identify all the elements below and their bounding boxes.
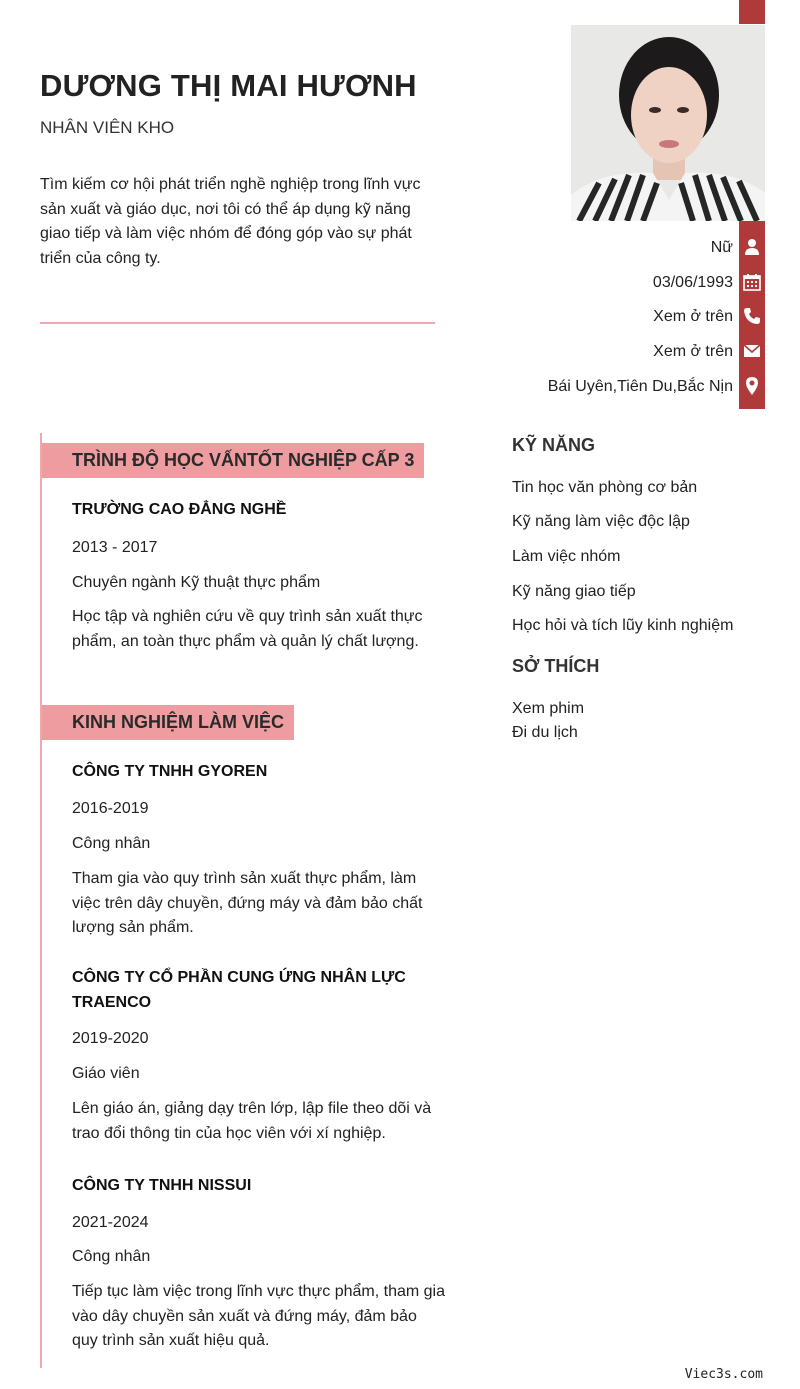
- job-role: Giáo viên: [72, 1065, 140, 1082]
- contact-phone: Xem ở trên: [653, 308, 733, 325]
- job-company: CÔNG TY TNHH GYOREN: [72, 763, 268, 780]
- candidate-name: DƯƠNG THỊ MAI HƯƠNH: [40, 68, 417, 103]
- skill-item: Kỹ năng làm việc độc lập: [512, 513, 690, 530]
- contact-birthday: 03/06/1993: [652, 274, 733, 291]
- timeline-line: [40, 433, 42, 1368]
- mail-icon: [742, 341, 762, 361]
- hobby-item: Xem phim: [512, 700, 585, 717]
- header-divider: [40, 322, 435, 324]
- contact-email: Xem ở trên: [653, 343, 733, 360]
- phone-icon: [742, 306, 762, 326]
- skill-item: Làm việc nhóm: [512, 548, 621, 565]
- hobby-item: Đi du lịch: [512, 724, 578, 741]
- user-icon: [742, 237, 762, 257]
- experience-heading: KINH NGHIỆM LÀM VIỆC: [42, 705, 294, 740]
- education-description: Học tập và nghiên cứu về quy trình sản xuất thực phẩm, an toàn thực phẩm và quản lý chất lượng.: [72, 608, 423, 650]
- accent-bar-top: [739, 0, 765, 24]
- footer-brand: Viec3s.com: [684, 1367, 763, 1382]
- job-company: CÔNG TY TNHH NISSUI: [72, 1177, 252, 1194]
- job-role: Công nhân: [72, 1248, 151, 1265]
- job-description: Lên giáo án, giảng dạy trên lớp, lập file theo dõi và trao đổi thông tin của học viên với xí nghiệp.: [72, 1100, 432, 1142]
- skill-item: Kỹ năng giao tiếp: [512, 583, 636, 600]
- contact-gender: Nữ: [710, 239, 733, 256]
- job-company: CÔNG TY CỔ PHẦN CUNG ỨNG NHÂN LỰC TRAENCO: [72, 969, 406, 1011]
- location-pin-icon: [742, 376, 762, 396]
- job-period: 2019-2020: [72, 1030, 149, 1047]
- hobbies-heading: SỞ THÍCH: [512, 656, 600, 676]
- job-role: Công nhân: [72, 835, 151, 852]
- job-period: 2016-2019: [72, 800, 149, 817]
- education-major: Chuyên ngành Kỹ thuật thực phẩm: [72, 574, 321, 591]
- profile-photo: [571, 25, 765, 221]
- skills-heading: KỸ NĂNG: [512, 435, 596, 455]
- job-period: 2021-2024: [72, 1214, 149, 1231]
- job-description: Tiếp tục làm việc trong lĩnh vực thực phẩm, tham gia vào dây chuyền sản xuất và đứng máy, đảm bảo quy trình sản xuất hiệu quả.: [72, 1283, 445, 1349]
- candidate-position: NHÂN VIÊN KHO: [40, 118, 175, 137]
- skill-item: Tin học văn phòng cơ bản: [512, 479, 698, 496]
- education-school: TRƯỜNG CAO ĐẲNG NGHỀ: [72, 501, 287, 518]
- contact-address: Bái Uyên,Tiên Du,Bắc Nịn: [547, 378, 733, 395]
- career-objective: Tìm kiếm cơ hội phát triển nghề nghiệp trong lĩnh vực sản xuất và giáo dục, nơi tôi có thể áp dụng kỹ năng giao tiếp và làm việc nhóm để đóng góp vào sự phát triển của công ty.: [40, 176, 421, 267]
- job-description: Tham gia vào quy trình sản xuất thực phẩm, làm việc trên dây chuyền, đứng máy và đảm bảo chất lượng sản phẩm.: [72, 870, 423, 936]
- education-period: 2013 - 2017: [72, 539, 158, 556]
- education-heading: TRÌNH ĐỘ HỌC VẤNTỐT NGHIỆP CẤP 3: [42, 443, 424, 478]
- skill-item: Học hỏi và tích lũy kinh nghiệm: [512, 617, 734, 634]
- calendar-icon: [742, 272, 762, 292]
